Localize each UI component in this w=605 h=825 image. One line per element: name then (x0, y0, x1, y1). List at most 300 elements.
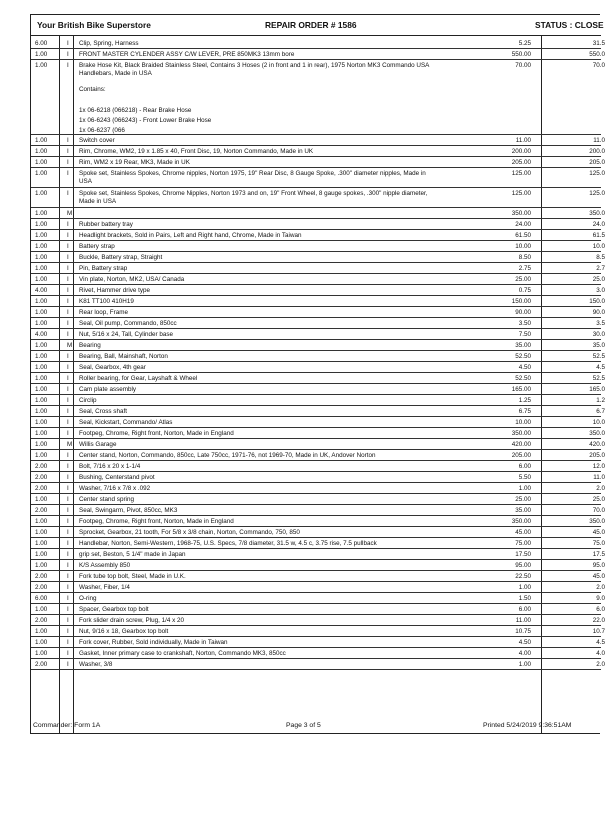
line-item-type: I (67, 628, 69, 635)
line-item-description: Rivet, Hammer drive type (79, 287, 151, 294)
line-item-qty: 1.00 (35, 452, 48, 459)
line-item-row (31, 252, 605, 263)
line-item-description: Contains: (79, 86, 106, 93)
line-item-row (31, 593, 605, 604)
line-item-type: I (67, 606, 69, 613)
line-item-qty: 1.00 (35, 254, 48, 261)
line-item-unit-price: 22.50 (515, 573, 531, 580)
line-item-type: I (67, 386, 69, 393)
line-item-qty: 1.00 (35, 148, 48, 155)
line-item-type: I (67, 474, 69, 481)
line-item-total: 2.0 (596, 661, 605, 668)
order-status: STATUS : CLOSE (535, 20, 604, 30)
line-item-total: 1.2 (596, 397, 605, 404)
line-item-unit-price: 350.00 (511, 518, 531, 525)
line-item-total: 205.0 (589, 452, 605, 459)
line-item-type: I (67, 364, 69, 371)
line-item-unit-price: 8.50 (518, 254, 531, 261)
line-item-description: Seal, Gearbox, 4th gear (79, 364, 146, 371)
line-item-type: I (67, 137, 69, 144)
line-item-description: Handlebar, Norton, Semi-Western, 1968-75, U.S. Specs, 7/8 diameter, 31.5 w, 4.5 c, 3.75 rise, 7.5 pullback (79, 540, 377, 547)
line-item-unit-price: 52.50 (515, 353, 531, 360)
line-item-qty: 1.00 (35, 639, 48, 646)
line-item-unit-price: 61.50 (515, 232, 531, 239)
line-item-description: Spoke set, Stainless Spokes, Chrome nipples, Norton 1975, 19" Rear Disc, 8 Gauge Spoke, .300" diameter nipples, Made in USA (79, 170, 426, 185)
line-item-qty: 2.00 (35, 485, 48, 492)
line-item-qty: 1.00 (35, 441, 48, 448)
line-item-total: 45.0 (592, 529, 605, 536)
line-item-row (31, 340, 605, 351)
line-item-unit-price: 125.00 (511, 190, 531, 197)
line-item-row (31, 384, 605, 395)
line-item-total: 10.7 (592, 628, 605, 635)
line-item-unit-price: 6.75 (518, 408, 531, 415)
line-item-type: I (67, 661, 69, 668)
line-item-unit-price: 70.00 (515, 62, 531, 69)
line-item-row (31, 84, 601, 105)
line-item-total: 24.0 (592, 221, 605, 228)
line-item-unit-price: 205.00 (511, 452, 531, 459)
line-item-total: 17.5 (592, 551, 605, 558)
line-item-description: Center stand spring (79, 496, 134, 503)
line-item-qty: 1.00 (35, 170, 48, 177)
line-item-total: 70.0 (592, 507, 605, 514)
line-item-row (31, 549, 605, 560)
line-item-description: Spoke set, Stainless Spokes, Chrome Nipples, Norton 1973 and on, 19" Front Wheel, 8 gauge spokes, .300" nipple diameter, Made in USA (79, 190, 428, 205)
line-item-row (31, 637, 605, 648)
line-item-row (31, 125, 601, 135)
line-item-qty: 2.00 (35, 463, 48, 470)
line-item-total: 2.0 (596, 584, 605, 591)
line-item-unit-price: 1.00 (518, 485, 531, 492)
line-item-total: 3.5 (596, 320, 605, 327)
line-item-unit-price: 17.50 (515, 551, 531, 558)
line-item-total: 35.0 (592, 342, 605, 349)
line-item-type: M (67, 342, 73, 349)
line-item-qty: 1.00 (35, 243, 48, 250)
line-item-qty: 1.00 (35, 51, 48, 58)
line-item-qty: 1.00 (35, 320, 48, 327)
line-item-description: grip set, Beston, 5 1/4" made in Japan (79, 551, 186, 558)
line-item-row (31, 439, 605, 450)
line-item-row (31, 188, 605, 208)
line-item-unit-price: 350.00 (511, 430, 531, 437)
line-item-row (31, 472, 605, 483)
line-item-row (31, 461, 605, 472)
line-item-unit-price: 3.50 (518, 320, 531, 327)
line-item-description: O-ring (79, 595, 97, 602)
line-item-type: I (67, 265, 69, 272)
line-item-unit-price: 35.00 (515, 342, 531, 349)
line-item-type: I (67, 584, 69, 591)
line-item-total: 95.0 (592, 562, 605, 569)
line-item-description: Rubber battery tray (79, 221, 133, 228)
line-item-description: Bearing, Ball, Mainshaft, Norton (79, 353, 168, 360)
line-item-total: 75.0 (592, 540, 605, 547)
line-item-qty: 2.00 (35, 573, 48, 580)
line-item-unit-price: 200.00 (511, 148, 531, 155)
line-item-unit-price: 6.00 (518, 463, 531, 470)
line-item-unit-price: 90.00 (515, 309, 531, 316)
line-item-qty: 1.00 (35, 190, 48, 197)
line-item-total: 11.0 (593, 137, 605, 144)
line-item-type: I (67, 375, 69, 382)
line-item-qty: 1.00 (35, 342, 48, 349)
line-item-unit-price: 95.00 (515, 562, 531, 569)
line-item-description: Bearing (79, 342, 101, 349)
line-item-unit-price: 165.00 (511, 386, 531, 393)
line-item-description: Buckle, Battery strap, Straight (79, 254, 163, 261)
line-item-row (31, 38, 605, 49)
line-item-qty: 1.00 (35, 232, 48, 239)
line-item-total: 9.0 (596, 595, 605, 602)
line-item-unit-price: 24.00 (515, 221, 531, 228)
line-item-total: 2.7 (596, 265, 605, 272)
line-item-total: 52.5 (592, 375, 605, 382)
printed-timestamp: Printed 5/24/2019 9:36:51AM (483, 722, 572, 729)
line-item-row (31, 483, 605, 494)
line-item-type: M (67, 441, 73, 448)
line-item-description: Bolt, 7/16 x 20 x 1-1/4 (79, 463, 141, 470)
line-item-type: I (67, 232, 69, 239)
line-item-row (31, 560, 605, 571)
line-item-qty: 1.00 (35, 62, 48, 69)
line-item-qty: 2.00 (35, 474, 48, 481)
repair-order-number: REPAIR ORDER # 1586 (265, 20, 357, 30)
line-item-qty: 2.00 (35, 584, 48, 591)
line-item-description: Center stand, Norton, Commando, 850cc, Late 750cc, 1971-76, not 1969-70, Made in UK, Andover Norton (79, 452, 376, 459)
line-item-total: 11.0 (593, 474, 605, 481)
line-item-qty: 1.00 (35, 397, 48, 404)
line-item-description: Gasket, Inner primary case to crankshaft, Norton, Commando MK3, 850cc (79, 650, 286, 657)
line-item-row (31, 373, 605, 384)
line-item-total: 8.5 (596, 254, 605, 261)
line-item-qty: 1.00 (35, 650, 48, 657)
line-item-row (31, 230, 605, 241)
line-item-total: 45.0 (592, 573, 605, 580)
line-item-description: K81 TT100 410H19 (79, 298, 134, 305)
line-item-row (31, 219, 605, 230)
line-item-row (31, 296, 605, 307)
line-item-qty: 1.00 (35, 551, 48, 558)
line-item-row (31, 527, 605, 538)
line-item-row (31, 571, 605, 582)
line-item-unit-price: 125.00 (511, 170, 531, 177)
line-item-description: Brake Hose Kit, Black Braided Stainless Steel, Contains 3 Hoses (2 in front and 1 in rear), 1975 Norton MK3 Commando USA Handlebars, Made in USA (79, 62, 429, 77)
line-item-row (31, 274, 605, 285)
line-item-unit-price: 205.00 (511, 159, 531, 166)
line-item-row (31, 49, 605, 60)
line-item-qty: 1.00 (35, 159, 48, 166)
line-item-type: I (67, 276, 69, 283)
line-item-description: Roller bearing, for Gear, Layshaft & Wheel (79, 375, 198, 382)
line-item-total: 350.0 (589, 430, 605, 437)
line-item-type: I (67, 170, 69, 177)
line-item-type: I (67, 463, 69, 470)
line-item-qty: 1.00 (35, 496, 48, 503)
line-item-description: Fork cover, Rubber, Sold individually, Made in Taiwan (79, 639, 228, 646)
line-item-qty: 1.00 (35, 529, 48, 536)
line-item-description: Seal, Oil pump, Commando, 850cc (79, 320, 177, 327)
line-item-description: 1x 06-6237 (066 (79, 127, 125, 134)
line-item-qty: 1.00 (35, 353, 48, 360)
line-item-description: Sprocket, Gearbox, 21 tooth, For 5/8 x 3/8 chain, Norton, Commando, 750, 850 (79, 529, 300, 536)
line-item-qty: 1.00 (35, 540, 48, 547)
line-item-qty: 6.00 (35, 595, 48, 602)
line-item-type: I (67, 331, 69, 338)
line-item-unit-price: 25.00 (515, 496, 531, 503)
line-item-total: 205.0 (589, 159, 605, 166)
line-item-unit-price: 35.00 (515, 507, 531, 514)
line-item-row (31, 615, 605, 626)
line-item-description: Switch cover (79, 137, 115, 144)
line-item-description: Washer, 7/16 x 7/8 x .092 (79, 485, 151, 492)
line-item-total: 31.5 (592, 40, 605, 47)
line-item-unit-price: 75.00 (515, 540, 531, 547)
line-item-description: 1x 06-6243 (066243) - Front Lower Brake Hose (79, 117, 212, 124)
line-item-description: Nut, 5/16 x 24, Tall, Cylinder base (79, 331, 174, 338)
line-item-type: I (67, 51, 69, 58)
line-item-row (31, 105, 601, 115)
line-item-qty: 1.00 (35, 419, 48, 426)
line-item-unit-price: 1.25 (518, 397, 531, 404)
line-item-description: Footpeg, Chrome, Right front, Norton, Made in England (79, 518, 234, 525)
line-item-type: I (67, 298, 69, 305)
line-item-type: I (67, 551, 69, 558)
line-item-type: I (67, 639, 69, 646)
line-item-type: I (67, 485, 69, 492)
line-item-total: 350.0 (589, 210, 605, 217)
line-item-row (31, 604, 605, 615)
line-item-qty: 2.00 (35, 617, 48, 624)
line-item-unit-price: 420.00 (511, 441, 531, 448)
line-item-row (31, 582, 605, 593)
line-item-unit-price: 0.75 (518, 287, 531, 294)
line-item-unit-price: 45.00 (515, 529, 531, 536)
line-item-type: I (67, 190, 69, 197)
line-item-type: I (67, 62, 69, 69)
line-item-total: 150.0 (589, 298, 605, 305)
line-item-qty: 1.00 (35, 408, 48, 415)
line-item-total: 200.0 (589, 148, 605, 155)
page-number: Page 3 of 5 (286, 722, 321, 729)
line-item-total: 6.7 (596, 408, 605, 415)
line-item-type: I (67, 573, 69, 580)
line-item-description: K/S Assembly 850 (79, 562, 131, 569)
line-item-total: 550.0 (589, 51, 605, 58)
line-item-qty: 1.00 (35, 518, 48, 525)
line-item-type: I (67, 452, 69, 459)
line-item-row (31, 494, 605, 505)
line-item-type: I (67, 397, 69, 404)
line-item-row (31, 648, 605, 659)
line-item-row (31, 135, 605, 146)
line-item-total: 10.0 (592, 243, 605, 250)
line-item-qty: 4.00 (35, 287, 48, 294)
line-item-unit-price: 4.50 (518, 639, 531, 646)
line-item-description: Pin, Battery strap (79, 265, 128, 272)
line-item-description: Seal, Kickstart, Commando/ Atlas (79, 419, 173, 426)
line-item-qty: 1.00 (35, 386, 48, 393)
line-item-row (31, 318, 605, 329)
line-item-type: I (67, 529, 69, 536)
line-item-type: I (67, 243, 69, 250)
line-item-description: Nut, 9/16 x 18, Gearbox top bolt (79, 628, 169, 635)
line-item-total: 25.0 (592, 276, 605, 283)
line-item-description: Bushing, Centerstand pivot (79, 474, 155, 481)
line-item-unit-price: 10.00 (515, 243, 531, 250)
line-item-unit-price: 550.00 (511, 51, 531, 58)
line-item-description: Rim, Chrome, WM2, 19 x 1.85 x 40, Front Disc, 19, Norton Commando, Made in UK (79, 148, 314, 155)
line-item-type: I (67, 507, 69, 514)
sheet-header (31, 15, 604, 36)
line-item-row (31, 395, 605, 406)
line-item-unit-price: 1.00 (518, 661, 531, 668)
line-item-row (31, 516, 605, 527)
line-item-type: I (67, 159, 69, 166)
line-item-type: I (67, 419, 69, 426)
line-item-type: I (67, 408, 69, 415)
line-item-total: 165.0 (589, 386, 605, 393)
line-item-description: Rear loop, Frame (79, 309, 128, 316)
line-item-row (31, 351, 605, 362)
line-item-row (31, 450, 605, 461)
line-item-unit-price: 5.25 (518, 40, 531, 47)
line-item-qty: 2.00 (35, 507, 48, 514)
line-item-unit-price: 10.00 (515, 419, 531, 426)
line-item-type: I (67, 309, 69, 316)
line-item-type: I (67, 650, 69, 657)
line-item-row (31, 538, 605, 549)
line-item-row (31, 659, 605, 670)
line-item-row (31, 115, 601, 125)
line-item-description: Fork slider drain screw, Plug, 1/4 x 20 (79, 617, 184, 624)
line-item-row (31, 406, 605, 417)
line-item-qty: 1.00 (35, 210, 48, 217)
line-item-total: 350.0 (589, 518, 605, 525)
line-item-description: Clip, Spring, Harness (79, 40, 139, 47)
line-item-qty: 1.00 (35, 375, 48, 382)
line-item-row (31, 329, 605, 340)
line-item-unit-price: 1.50 (518, 595, 531, 602)
line-item-unit-price: 350.00 (511, 210, 531, 217)
line-item-type: I (67, 595, 69, 602)
line-item-type: I (67, 518, 69, 525)
line-item-description: Rim, WM2 x 19 Rear, MK3, Made in UK (79, 159, 190, 166)
line-item-description: Battery strap (79, 243, 115, 250)
line-item-total: 25.0 (592, 496, 605, 503)
line-items (31, 38, 605, 670)
line-item-row (31, 307, 605, 318)
line-item-unit-price: 10.75 (515, 628, 531, 635)
line-item-type: I (67, 287, 69, 294)
line-item-type: I (67, 496, 69, 503)
line-item-unit-price: 6.00 (518, 606, 531, 613)
line-item-total: 22.0 (592, 617, 605, 624)
line-item-type: I (67, 430, 69, 437)
line-item-total: 52.5 (592, 353, 605, 360)
line-item-description: Washer, 3/8 (79, 661, 113, 668)
line-item-description: Circlip (79, 397, 97, 404)
line-item-unit-price: 5.50 (518, 474, 531, 481)
line-item-description: FRONT MASTER CYLENDER ASSY C/W LEVER, PRE 850MK3 13mm bore (79, 51, 295, 58)
line-item-row (31, 417, 605, 428)
line-item-description: Footpeg, Chrome, Right front, Norton, Made in England (79, 430, 234, 437)
line-item-qty: 1.00 (35, 309, 48, 316)
line-item-description: Cam plate assembly (79, 386, 137, 393)
line-item-row (31, 626, 605, 637)
line-item-type: I (67, 540, 69, 547)
line-item-row (31, 146, 605, 157)
line-item-qty: 6.00 (35, 40, 48, 47)
line-item-row (31, 263, 605, 274)
line-item-unit-price: 4.50 (518, 364, 531, 371)
line-item-total: 4.0 (596, 650, 605, 657)
line-item-qty: 1.00 (35, 430, 48, 437)
line-item-unit-price: 2.75 (518, 265, 531, 272)
line-item-total: 3.0 (596, 287, 605, 294)
line-item-qty: 1.00 (35, 562, 48, 569)
line-item-description: Washer, Fiber, 1/4 (79, 584, 130, 591)
store-name: Your British Bike Superstore (37, 20, 151, 30)
line-item-total: 420.0 (589, 441, 605, 448)
row-separator (31, 669, 601, 670)
line-item-description: Willis Garage (79, 441, 117, 448)
line-item-row (31, 241, 605, 252)
line-item-total: 61.5 (592, 232, 605, 239)
form-name: Commander: Form 1A (33, 722, 101, 729)
line-item-type: I (67, 320, 69, 327)
line-item-qty: 1.00 (35, 265, 48, 272)
line-item-qty: 1.00 (35, 221, 48, 228)
line-item-description: Headlight brackets, Sold in Pairs, Left and Right hand, Chrome, Made in Taiwan (79, 232, 302, 239)
line-item-unit-price: 1.00 (518, 584, 531, 591)
line-item-qty: 1.00 (35, 628, 48, 635)
line-item-type: I (67, 40, 69, 47)
line-item-total: 30.0 (592, 331, 605, 338)
line-item-type: I (67, 221, 69, 228)
line-item-description: Seal, Cross shaft (79, 408, 127, 415)
line-item-qty: 4.00 (35, 331, 48, 338)
line-item-total: 90.0 (592, 309, 605, 316)
line-item-total: 10.0 (592, 419, 605, 426)
line-item-row (31, 428, 605, 439)
line-item-unit-price: 25.00 (515, 276, 531, 283)
line-item-row (31, 208, 605, 219)
line-item-description: Vin plate, Norton, MK2, USA/ Canada (79, 276, 185, 283)
line-item-total: 4.5 (596, 639, 605, 646)
line-item-row (31, 60, 605, 84)
line-item-unit-price: 150.00 (511, 298, 531, 305)
line-item-row (31, 157, 605, 168)
line-item-total: 125.0 (589, 190, 605, 197)
line-item-unit-price: 11.00 (515, 617, 531, 624)
line-item-description: Seal, Swingarm, Pivot, 850cc, MK3 (79, 507, 178, 514)
line-item-description: 1x 06-6218 (066218) - Rear Brake Hose (79, 107, 192, 114)
line-item-qty: 2.00 (35, 661, 48, 668)
line-item-row (31, 362, 605, 373)
line-item-qty: 1.00 (35, 298, 48, 305)
line-item-total: 4.5 (596, 364, 605, 371)
line-item-qty: 1.00 (35, 276, 48, 283)
line-item-type: I (67, 562, 69, 569)
line-item-row (31, 168, 605, 188)
line-item-description: Fork tube top bolt, Steel, Made in U.K. (79, 573, 186, 580)
line-item-unit-price: 7.50 (518, 331, 531, 338)
line-item-unit-price: 52.50 (515, 375, 531, 382)
line-item-total: 12.0 (592, 463, 605, 470)
line-item-row (31, 285, 605, 296)
